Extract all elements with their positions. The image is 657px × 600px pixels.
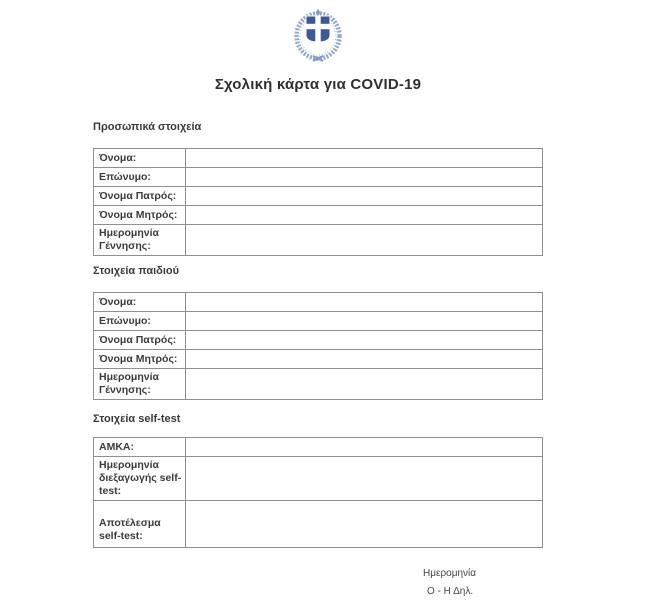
child-details-table (93, 292, 543, 400)
field-label-first-name: Όνομα: (94, 149, 186, 168)
field-label-birth-date: Ημερομηνία Γέννησης: (94, 225, 186, 256)
field-label-amka: ΑΜΚΑ: (94, 438, 186, 457)
field-value-child-mother-name[interactable] (186, 350, 543, 369)
field-label-child-mother-name: Όνομα Μητρός: (94, 350, 186, 369)
field-value-last-name[interactable] (186, 168, 543, 187)
table-row (94, 350, 543, 369)
document-title: Σχολική κάρτα για COVID-19 (214, 76, 422, 93)
table-row (94, 312, 543, 331)
field-value-child-father-name[interactable] (186, 331, 543, 350)
signature-block (423, 568, 543, 598)
table-row (94, 168, 543, 187)
section-heading-child: Στοιχεία παιδιού (93, 265, 180, 277)
field-value-first-name[interactable] (186, 149, 543, 168)
table-row (94, 457, 543, 501)
table-row (94, 369, 543, 400)
field-value-birth-date[interactable] (186, 225, 543, 256)
field-label-mother-name: Όνομα Μητρός: (94, 206, 186, 225)
greek-coat-of-arms-icon (293, 8, 343, 62)
field-value-child-last-name[interactable] (186, 312, 543, 331)
field-label-child-father-name: Όνομα Πατρός: (94, 331, 186, 350)
field-label-selftest-result: Αποτέλεσμα self-test: (94, 501, 186, 548)
field-value-father-name[interactable] (186, 187, 543, 206)
field-value-selftest-date[interactable] (186, 457, 543, 501)
field-label-child-last-name: Επώνυμο: (94, 312, 186, 331)
section-heading-selftest: Στοιχεία self-test (93, 413, 181, 425)
selftest-details-table (93, 437, 543, 548)
footer-declarant-label: Ο - Η Δηλ. (427, 586, 474, 597)
field-value-mother-name[interactable] (186, 206, 543, 225)
table-row (94, 293, 543, 312)
personal-details-table (93, 148, 543, 256)
document-content (93, 0, 543, 598)
table-row (94, 206, 543, 225)
footer-date-label: Ημερομηνία (423, 568, 477, 579)
field-value-child-first-name[interactable] (186, 293, 543, 312)
field-value-selftest-result[interactable] (186, 501, 543, 548)
section-heading-personal: Προσωπικά στοιχεία (93, 121, 202, 133)
table-row (94, 187, 543, 206)
field-label-child-first-name: Όνομα: (94, 293, 186, 312)
field-value-child-birth-date[interactable] (186, 369, 543, 400)
table-row (94, 149, 543, 168)
field-label-father-name: Όνομα Πατρός: (94, 187, 186, 206)
field-label-child-birth-date: Ημερομηνία Γέννησης: (94, 369, 186, 400)
table-row (94, 331, 543, 350)
table-row (94, 501, 543, 548)
field-value-amka[interactable] (186, 438, 543, 457)
field-label-selftest-date: Ημερομηνία διεξαγωγής self-test: (94, 457, 186, 501)
field-label-last-name: Επώνυμο: (94, 168, 186, 187)
table-row (94, 438, 543, 457)
table-row (94, 225, 543, 256)
